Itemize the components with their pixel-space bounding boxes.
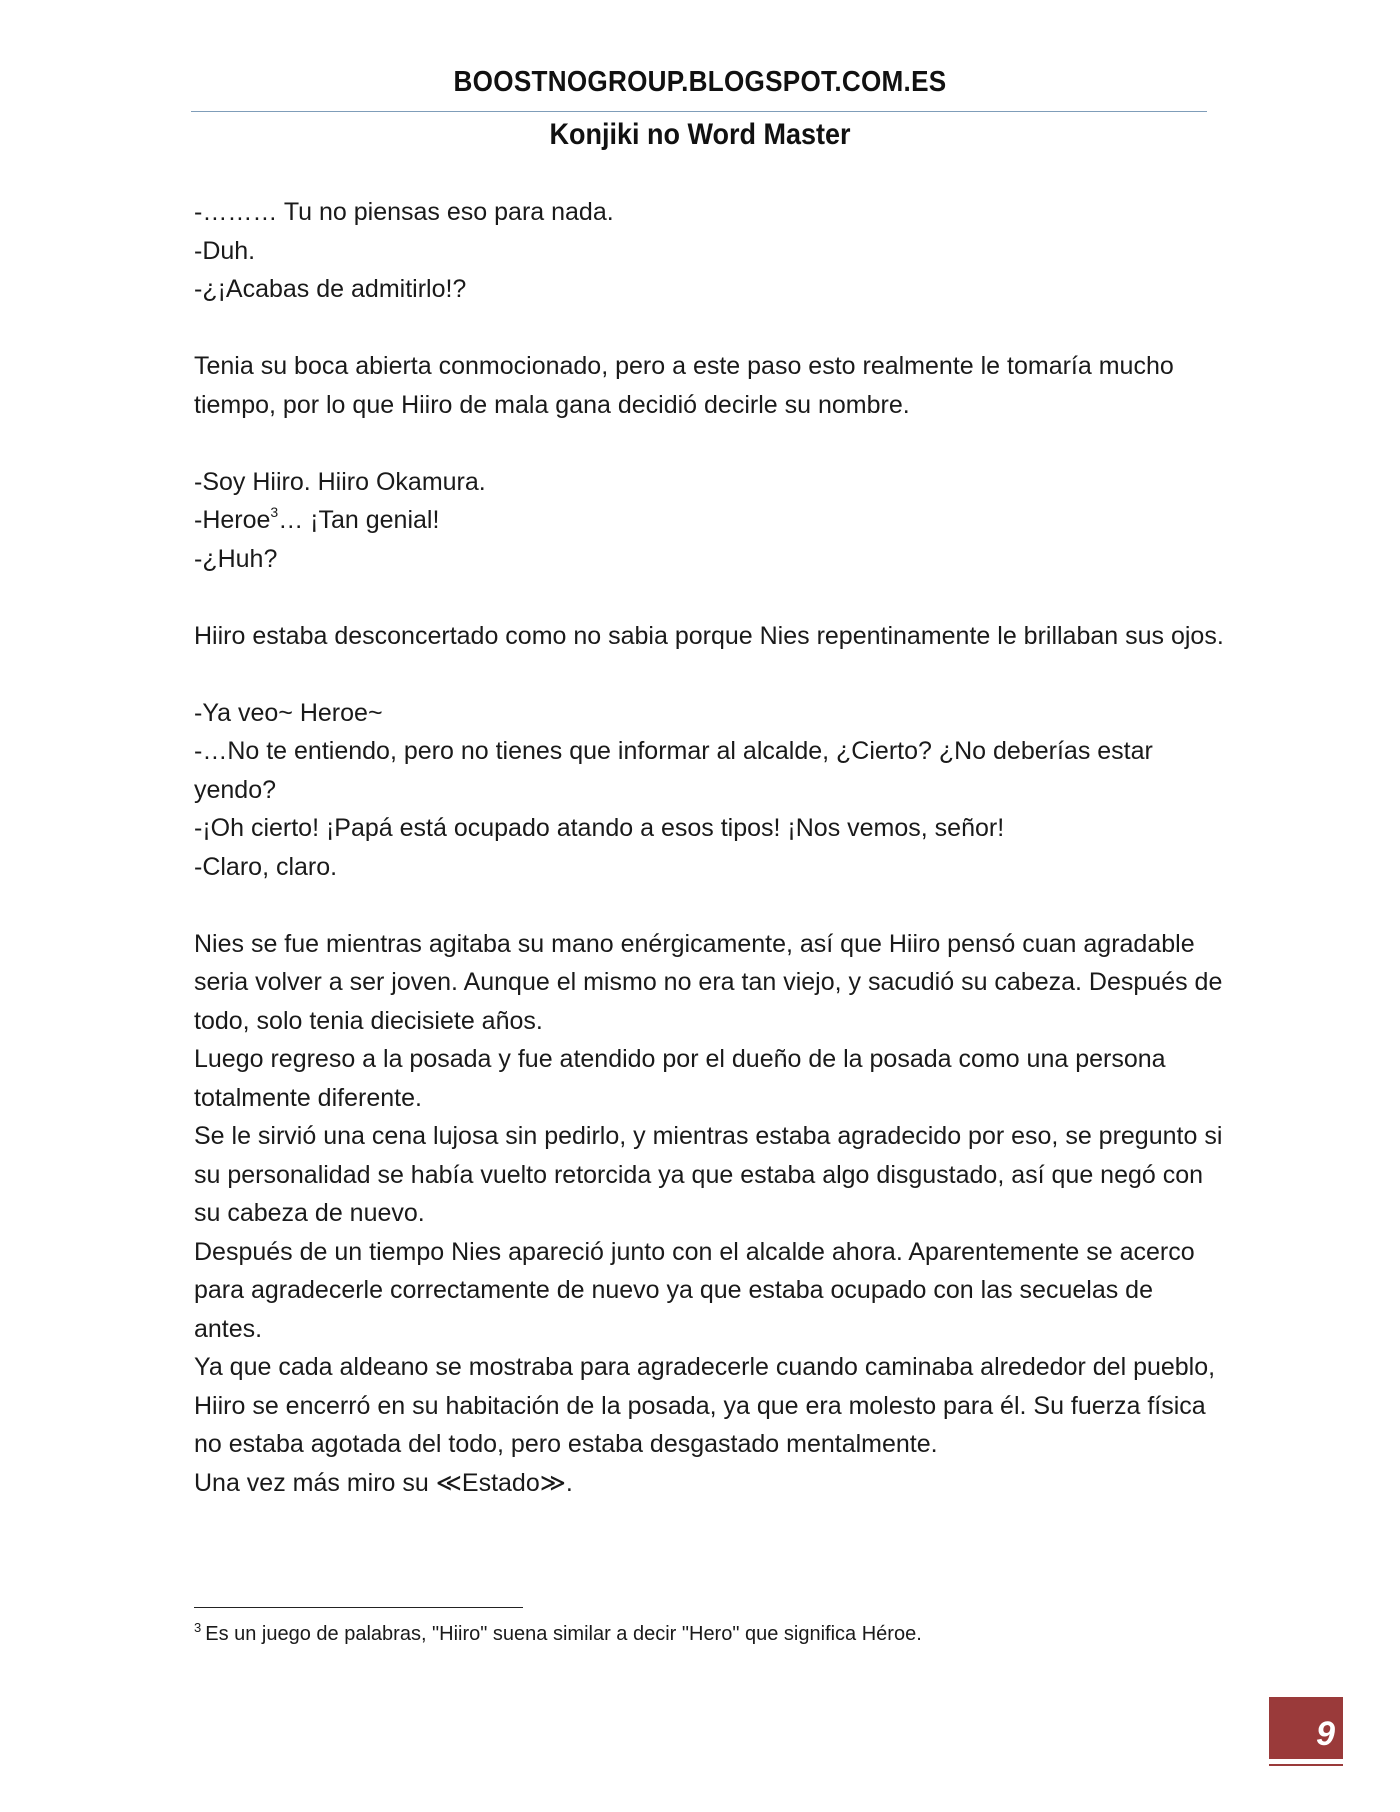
- body-paragraph: Nies se fue mientras agitaba su mano enérgicamente, así que Hiiro pensó cuan agradable seria volver a ser joven. Aunque el mismo no era tan viejo, y sacudió su cabeza. Después de todo, solo tenia diecisiete años.: [194, 929, 1223, 1035]
- site-header: BOOSTNOGROUP.BLOGSPOT.COM.ES: [453, 66, 947, 98]
- body-paragraph: -Duh.: [194, 236, 256, 265]
- footnote-reference[interactable]: 3: [270, 503, 279, 520]
- body-paragraph: Una vez más miro su ≪Estado≫.: [194, 1468, 573, 1497]
- body-paragraph: Después de un tiempo Nies apareció junto con el alcalde ahora. Aparentemente se acerco para agradecerle correctamente de nuevo ya que estaba ocupado con las secuelas de antes.: [194, 1237, 1195, 1343]
- body-paragraph: -……… Tu no piensas eso para nada.: [194, 198, 614, 226]
- paragraph-gap: [194, 886, 1224, 925]
- footnote-number: 3: [194, 1620, 202, 1636]
- body-paragraph: -Ya veo~ Heroe~: [194, 698, 383, 727]
- body-text: [194, 193, 1224, 1502]
- footnote-divider: [194, 1607, 523, 1608]
- paragraph-gap: [194, 655, 1224, 694]
- body-paragraph: -¡Oh cierto! ¡Papá está ocupado atando a esos tipos! ¡Nos vemos, señor!: [194, 814, 1005, 842]
- body-paragraph: Ya que cada aldeano se mostraba para agradecerle cuando caminaba alrededor del pueblo, Hiiro se encerró en su habitación de la posada, ya que era molesto para él. Su fuerza física no estaba agotada del todo, pero estaba desgastado mentalmente.: [194, 1353, 1216, 1458]
- paragraph-gap: [194, 424, 1224, 463]
- body-paragraph: Luego regreso a la posada y fue atendido por el dueño de la posada como una persona totalmente diferente.: [194, 1045, 1166, 1112]
- header-divider: [191, 111, 1207, 112]
- body-paragraph: [194, 501, 1224, 540]
- body-paragraph: -¿¡Acabas de admitirlo!?: [194, 275, 467, 303]
- page-number-underline: [1269, 1764, 1343, 1766]
- body-paragraph: Tenia su boca abierta conmocionado, pero a este paso esto realmente le tomaría mucho tiempo, por lo que Hiiro de mala gana decidió decirle su nombre.: [194, 352, 1174, 419]
- heroe-line-text: -Heroe: [194, 506, 271, 534]
- page-number: 9: [1316, 1715, 1335, 1753]
- body-paragraph: Se le sirvió una cena lujosa sin pedirlo, y mientras estaba agradecido por eso, se pregunto si su personalidad se había vuelto retorcida ya que estaba algo disgustado, así que negó con su cabeza de nuevo.: [194, 1122, 1223, 1227]
- body-paragraph: -Soy Hiiro. Hiiro Okamura.: [194, 467, 486, 496]
- document-title: Konjiki no Word Master: [549, 118, 851, 151]
- footnote: [194, 1620, 1224, 1648]
- body-paragraph: Hiiro estaba desconcertado como no sabia porque Nies repentinamente le brillaban sus ojos.: [194, 621, 1224, 650]
- body-paragraph: -…No te entiendo, pero no tienes que informar al alcalde, ¿Cierto? ¿No deberías estar yendo?: [194, 737, 1153, 804]
- body-paragraph: -¿Huh?: [194, 544, 278, 573]
- footnote-text: Es un juego de palabras, "Hiiro" suena similar a decir "Hero" que significa Héroe.: [205, 1623, 922, 1645]
- paragraph-gap: [194, 578, 1224, 617]
- paragraph-gap: [194, 309, 1224, 348]
- heroe-line-rest: … ¡Tan genial!: [278, 506, 440, 534]
- body-paragraph: -Claro, claro.: [194, 852, 338, 881]
